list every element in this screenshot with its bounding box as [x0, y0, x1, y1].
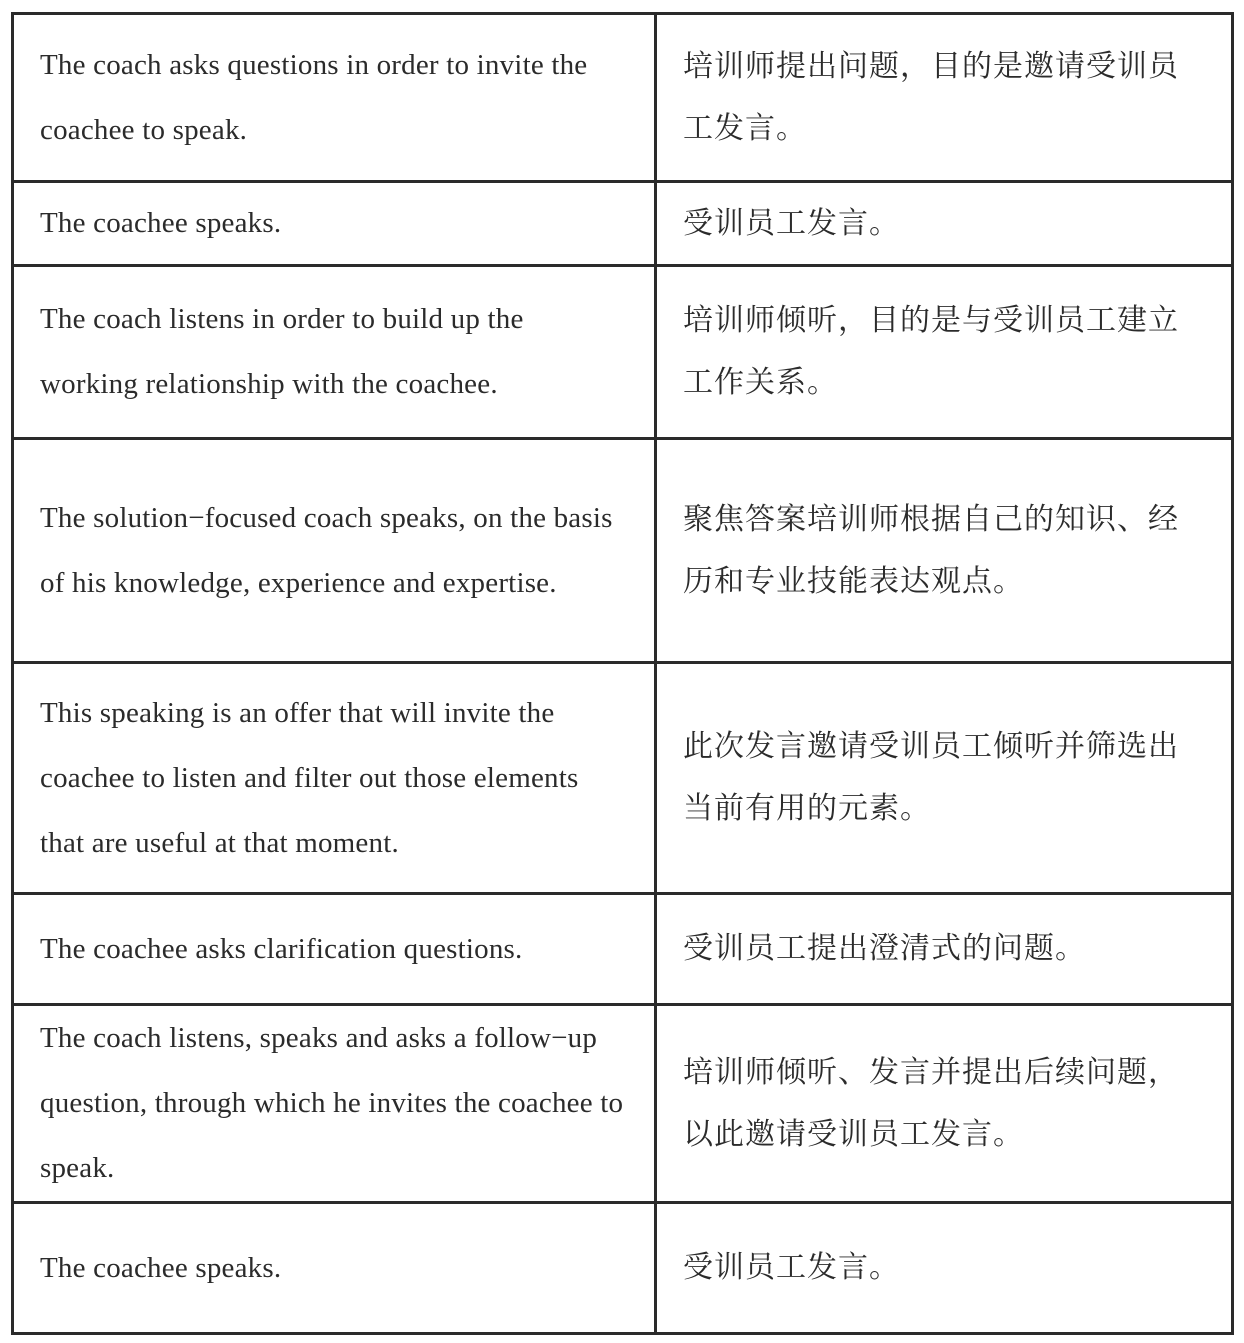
table-body [13, 14, 1233, 1334]
english-cell: The coach asks questions in order to invite the coachee to speak. [13, 14, 656, 182]
table-row [13, 182, 1233, 266]
chinese-cell: 受训员工发言。 [656, 182, 1233, 266]
table-row [13, 266, 1233, 439]
english-cell: This speaking is an offer that will invite the coachee to listen and filter out those elements that are useful at that moment. [13, 663, 656, 894]
chinese-cell: 聚焦答案培训师根据自己的知识、经历和专业技能表达观点。 [656, 439, 1233, 663]
english-cell: The coachee asks clarification questions. [13, 894, 656, 1005]
english-cell: The solution−focused coach speaks, on the basis of his knowledge, experience and expertise. [13, 439, 656, 663]
english-cell: The coach listens, speaks and asks a follow−up question, through which he invites the coachee to speak. [13, 1005, 656, 1203]
chinese-cell: 此次发言邀请受训员工倾听并筛选出当前有用的元素。 [656, 663, 1233, 894]
table-row [13, 1005, 1233, 1203]
table-row [13, 1203, 1233, 1334]
english-cell: The coachee speaks. [13, 182, 656, 266]
chinese-cell: 受训员工提出澄清式的问题。 [656, 894, 1233, 1005]
english-cell: The coach listens in order to build up the working relationship with the coachee. [13, 266, 656, 439]
bilingual-table [11, 12, 1234, 1335]
english-cell: The coachee speaks. [13, 1203, 656, 1334]
table-row [13, 14, 1233, 182]
table-row [13, 663, 1233, 894]
table-row [13, 894, 1233, 1005]
chinese-cell: 培训师倾听、发言并提出后续问题，以此邀请受训员工发言。 [656, 1005, 1233, 1203]
chinese-cell: 受训员工发言。 [656, 1203, 1233, 1334]
chinese-cell: 培训师倾听，目的是与受训员工建立工作关系。 [656, 266, 1233, 439]
chinese-cell: 培训师提出问题，目的是邀请受训员工发言。 [656, 14, 1233, 182]
table-row [13, 439, 1233, 663]
